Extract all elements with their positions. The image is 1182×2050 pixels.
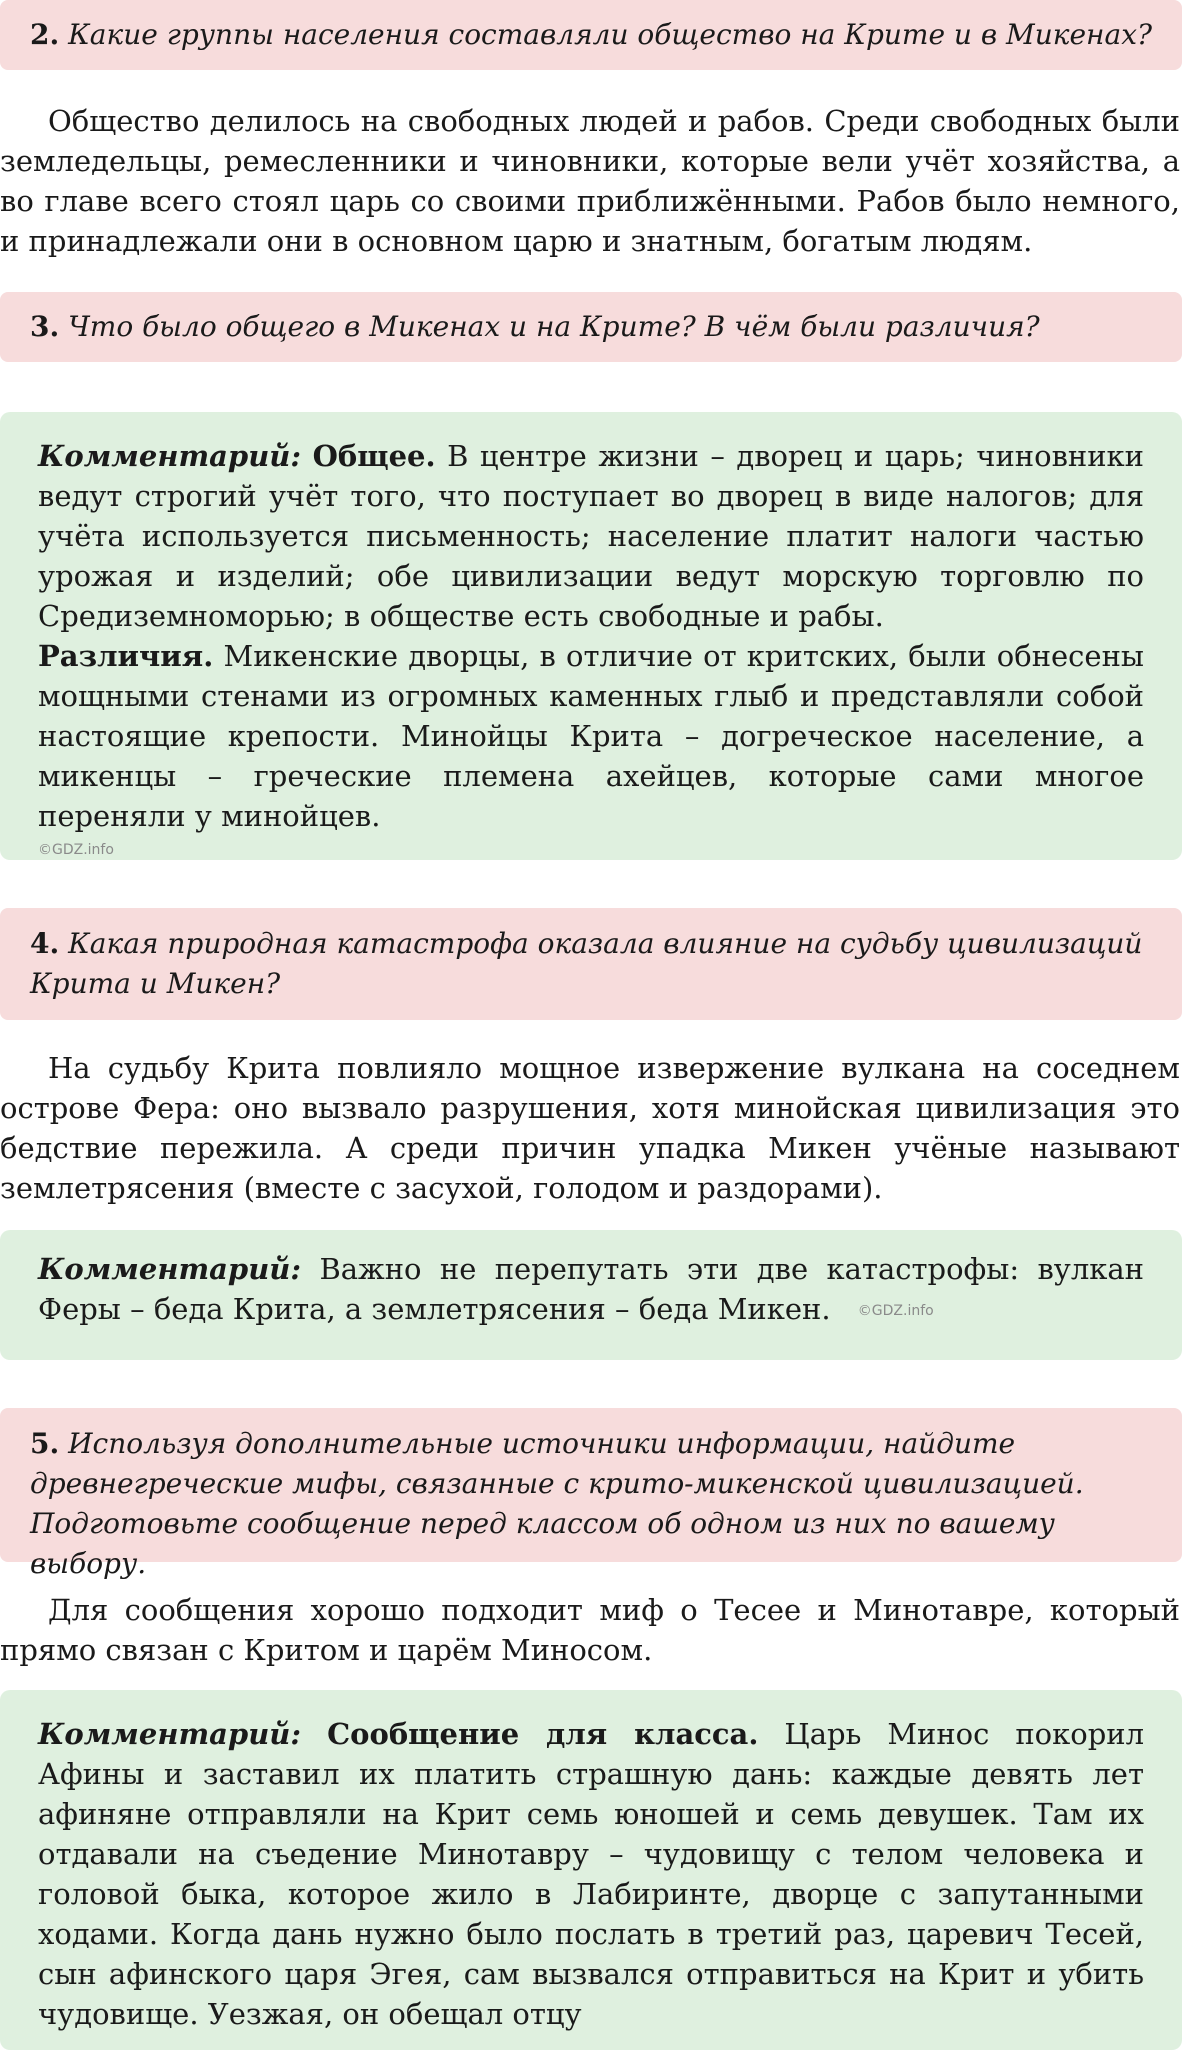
question-3	[0, 292, 1182, 362]
question-number: 2.	[30, 18, 60, 51]
question-number: 5.	[30, 1427, 60, 1460]
comment-subheading: Сообщение для класса.	[327, 1717, 759, 1751]
watermark: ©GDZ.info	[38, 842, 114, 858]
comment-subheading-differences: Различия.	[38, 639, 214, 673]
comment-text-common: В центре жизни – дворец и царь; чиновники ведут строгий учёт того, что поступает во дворец в виде налогов; для учёта используется письменность; население платит налоги частью урожая и изделий; обе цивилизации ведут морскую торговлю по Средиземноморью; в обществе есть свободные и рабы.	[38, 439, 1145, 633]
comment-5	[0, 1690, 1182, 2050]
comment-label: Комментарий:	[38, 439, 302, 473]
question-text: Что было общего в Микенах и на Крите? В чём были различия?	[68, 310, 1040, 343]
comment-text: Царь Минос покорил Афины и заставил их платить страшную дань: каждые девять лет афиняне отправляли на Крит семь юношей и семь девушек. Там их отдавали на съедение Минотавру – чудовищу с телом человека и головой быка, которое жило в Лабиринте, дворце с запутанными ходами. Когда дань нужно было послать в третий раз, царевич Тесей, сын афинского царя Эгея, сам вызвался отправиться на Крит и убить чудовище. Уезжая, он обещал отцу	[38, 1717, 1145, 2031]
question-number: 4.	[30, 927, 60, 960]
comment-differences-paragraph	[38, 636, 1144, 836]
answer-text: Общество делилось на свободных людей и рабов. Среди свободных были земледельцы, ремесленники и чиновники, которые вели учёт хозяйства, а во главе всего стоял царь со своими приближёнными. Рабов было немного, и принадлежали они в основном царю и знатным, богатым людям.	[0, 104, 1180, 258]
question-2	[0, 0, 1182, 70]
comment-3	[0, 412, 1182, 860]
comment-text-differences: Микенские дворцы, в отличие от критских, были обнесены мощными стенами из огромных каменных глыб и представляли собой настоящие крепости. Минойцы Крита – догреческое население, а микенцы – греческие племена ахейцев, которые сами многое переняли у минойцев.	[38, 639, 1144, 833]
watermark: ©GDZ.info	[857, 1303, 934, 1319]
comment-common-paragraph	[38, 436, 1144, 636]
question-5	[0, 1408, 1182, 1580]
question-number: 3.	[30, 310, 60, 343]
answer-text: На судьбу Крита повлияло мощное извержение вулкана на соседнем острове Фера: оно вызвало разрушения, хотя минойская цивилизация это бедствие пережила. А среди причин упадка Микен учёные называют землетрясения (вместе с засухой, голодом и раздорами).	[0, 1051, 1180, 1205]
comment-label: Комментарий:	[38, 1252, 302, 1286]
question-text: Используя дополнительные источники информации, найдите древнегреческие мифы, связанные с крито-микенской цивилизацией. Подготовьте сообщение перед классом об одном из них по вашему выбору.	[30, 1427, 1084, 1580]
comment-text: Важно не перепутать эти две катастрофы: вулкан Феры – беда Крита, а землетрясения – беда Микен.	[38, 1252, 1145, 1326]
question-text: Какие группы населения составляли общество на Крите и в Микенах?	[68, 18, 1152, 51]
comment-label: Комментарий:	[38, 1717, 302, 1751]
answer-2	[0, 101, 1182, 266]
comment-4	[0, 1230, 1182, 1360]
answer-5	[0, 1590, 1182, 1675]
answer-4	[0, 1048, 1182, 1213]
answer-text: Для сообщения хорошо подходит миф о Тесее и Минотавре, который прямо связан с Критом и царём Миносом.	[0, 1593, 1180, 1667]
question-4	[0, 908, 1182, 1020]
comment-subheading-common: Общее.	[312, 439, 436, 473]
question-text: Какая природная катастрофа оказала влияние на судьбу цивилизаций Крита и Микен?	[30, 927, 1143, 1000]
